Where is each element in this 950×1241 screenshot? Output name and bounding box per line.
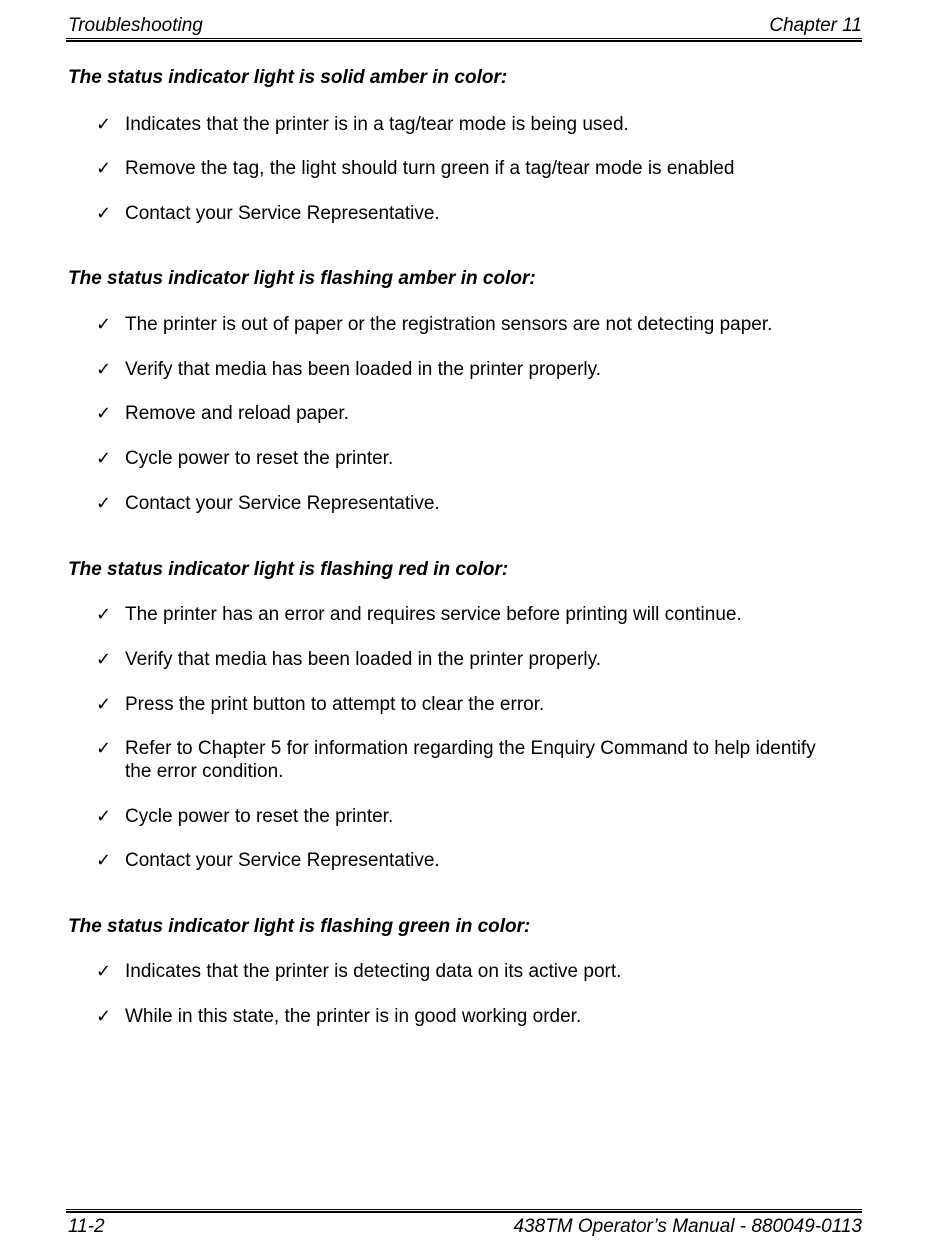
section-heading-flashing-red: The status indicator light is flashing red in color: bbox=[68, 559, 509, 580]
list-item bbox=[96, 202, 836, 225]
list-item bbox=[96, 1005, 836, 1028]
section-heading-flashing-amber: The status indicator light is flashing amber in color: bbox=[68, 268, 536, 289]
list-item-text: Contact your Service Representative. bbox=[125, 203, 440, 224]
list-item bbox=[96, 849, 836, 872]
footer-rule bbox=[66, 1209, 862, 1213]
header-rule bbox=[66, 38, 862, 42]
checkmark-icon: ✓ bbox=[96, 493, 112, 514]
checkmark-icon: ✓ bbox=[96, 806, 112, 827]
checkmark-icon: ✓ bbox=[96, 114, 112, 135]
list-item-text: While in this state, the printer is in good working order. bbox=[125, 1006, 582, 1027]
checkmark-icon: ✓ bbox=[96, 314, 112, 335]
list-item-text: Cycle power to reset the printer. bbox=[125, 448, 394, 469]
checkmark-icon: ✓ bbox=[96, 694, 112, 715]
list-item bbox=[96, 492, 836, 515]
list-item bbox=[96, 737, 836, 783]
header-chapter-label: Chapter 11 bbox=[769, 15, 862, 36]
list-item bbox=[96, 402, 836, 425]
list-item bbox=[96, 805, 836, 828]
list-item bbox=[96, 447, 836, 470]
list-item bbox=[96, 113, 836, 136]
list-item-text: Indicates that the printer is detecting data on its active port. bbox=[125, 961, 622, 982]
footer-manual-title: 438TM Operator’s Manual - 880049-0113 bbox=[513, 1216, 862, 1237]
list-item-text: Contact your Service Representative. bbox=[125, 493, 440, 514]
list-item bbox=[96, 313, 836, 336]
header-section-title: Troubleshooting bbox=[68, 15, 203, 36]
checkmark-icon: ✓ bbox=[96, 403, 112, 424]
running-footer bbox=[66, 1215, 862, 1241]
list-item-text: Press the print button to attempt to clear the error. bbox=[125, 694, 545, 715]
checkmark-icon: ✓ bbox=[96, 359, 112, 380]
list-item-text: Verify that media has been loaded in the printer properly. bbox=[125, 359, 601, 380]
checkmark-icon: ✓ bbox=[96, 448, 112, 469]
list-item-text: The printer is out of paper or the registration sensors are not detecting paper. bbox=[125, 314, 773, 335]
list-item-text: Remove the tag, the light should turn green if a tag/tear mode is enabled bbox=[125, 158, 735, 179]
list-item bbox=[96, 648, 836, 671]
list-item bbox=[96, 358, 836, 381]
checkmark-icon: ✓ bbox=[96, 158, 112, 179]
checkmark-icon: ✓ bbox=[96, 649, 112, 670]
list-item-text: Refer to Chapter 5 for information regarding the Enquiry Command to help identify the error condition. bbox=[125, 738, 816, 782]
list-item-text: Indicates that the printer is in a tag/tear mode is being used. bbox=[125, 114, 629, 135]
checkmark-icon: ✓ bbox=[96, 850, 112, 871]
list-item-text: Contact your Service Representative. bbox=[125, 850, 440, 871]
list-item bbox=[96, 157, 836, 180]
list-item bbox=[96, 693, 836, 716]
list-item bbox=[96, 960, 836, 983]
list-item-text: Remove and reload paper. bbox=[125, 403, 349, 424]
checkmark-icon: ✓ bbox=[96, 961, 112, 982]
section-heading-solid-amber: The status indicator light is solid amber in color: bbox=[68, 67, 508, 88]
checkmark-icon: ✓ bbox=[96, 738, 112, 759]
list-item-text: Cycle power to reset the printer. bbox=[125, 806, 394, 827]
footer-page-number: 11-2 bbox=[68, 1216, 105, 1237]
list-item-text: The printer has an error and requires service before printing will continue. bbox=[125, 604, 742, 625]
checkmark-icon: ✓ bbox=[96, 203, 112, 224]
list-item bbox=[96, 603, 836, 626]
checkmark-icon: ✓ bbox=[96, 604, 112, 625]
section-heading-flashing-green: The status indicator light is flashing green in color: bbox=[68, 916, 531, 937]
list-item-text: Verify that media has been loaded in the printer properly. bbox=[125, 649, 601, 670]
checkmark-icon: ✓ bbox=[96, 1006, 112, 1027]
